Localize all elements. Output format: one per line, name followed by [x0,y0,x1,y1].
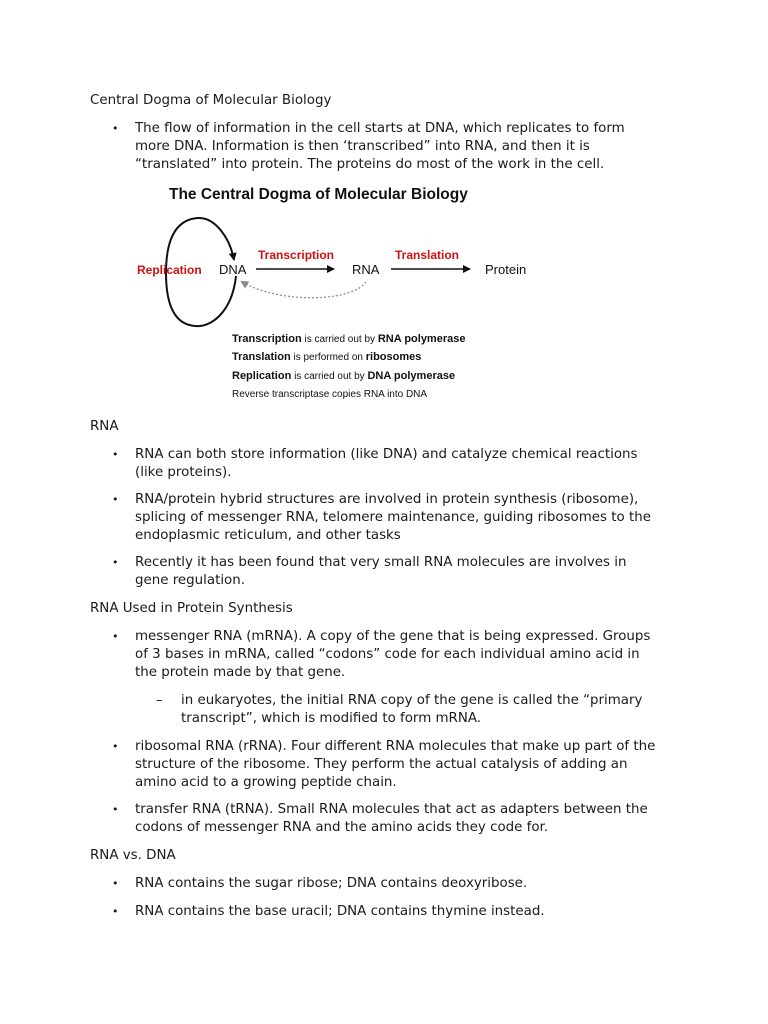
section-heading-rna: RNA [90,419,119,434]
dash-marker: – [156,693,163,708]
replication-label: Replication [137,263,202,277]
bullet-marker: • [112,556,119,569]
caption-replication: Replication is carried out by DNA polymerase [232,370,456,382]
list-item-text: ribosomal RNA (rRNA). Four different RNA molecules that make up part of the structure of the ribosome. They perform the actual catalysis of adding an amino acid to a growing peptide chain. [135,739,656,790]
bullet-marker: • [112,122,119,135]
bullet-marker: • [112,493,119,506]
dna-label: DNA [219,262,247,277]
bullet-marker: • [112,740,119,753]
bullet-marker: • [112,630,119,643]
list-item-text: RNA contains the base uracil; DNA contains thymine instead. [135,904,545,919]
section-heading-rna-vs-dna: RNA vs. DNA [90,848,176,863]
caption-transcription: Transcription is carried out by RNA polymerase [232,333,466,345]
rna-label: RNA [352,262,380,277]
list-item-text: RNA/protein hybrid structures are involved in protein synthesis (ribosome), splicing of messenger RNA, telomere maintenance, guiding ribosomes to the endoplasmic reticulum, and other tasks [135,492,651,543]
bullet-marker: • [112,448,119,461]
list-item-text: Recently it has been found that very small RNA molecules are involves in gene regulation. [135,555,627,588]
sub-list-item-text: in eukaryotes, the initial RNA copy of the gene is called the “primary transcript”, which is modified to form mRNA. [181,693,643,726]
caption-reverse-transcriptase: Reverse transcriptase copies RNA into DNA [232,389,428,400]
bullet-marker: • [112,905,119,918]
bullet-marker: • [112,877,119,890]
bullet-marker: • [112,803,119,816]
section-heading-protein-synthesis: RNA Used in Protein Synthesis [90,601,293,616]
reverse-transcription-arrow [242,282,366,298]
list-item-text: RNA contains the sugar ribose; DNA contains deoxyribose. [135,876,528,891]
translation-label: Translation [395,248,460,262]
transcription-label: Transcription [258,248,335,262]
diagram-title: The Central Dogma of Molecular Biology [169,186,468,203]
list-item-text: transfer RNA (tRNA). Small RNA molecules that act as adapters between the codons of messenger RNA and the amino acids they code for. [135,802,648,835]
section-heading-central-dogma: Central Dogma of Molecular Biology [90,93,332,108]
protein-label: Protein [485,262,527,277]
caption-translation: Translation is performed on ribosomes [232,351,422,363]
list-item-text: messenger RNA (mRNA). A copy of the gene that is being expressed. Groups of 3 bases in mRNA, called “codons” code for each individual amino acid in the protein made by that gene. [135,629,651,680]
list-item-text: The flow of information in the cell starts at DNA, which replicates to form more DNA. Information is then ‘transcribed” into RNA, and then it is “translated” into protein. The proteins do most of the work in the cell. [135,121,625,172]
central-dogma-diagram [120,178,540,406]
list-item-text: RNA can both store information (like DNA) and catalyze chemical reactions (like proteins). [135,447,638,480]
